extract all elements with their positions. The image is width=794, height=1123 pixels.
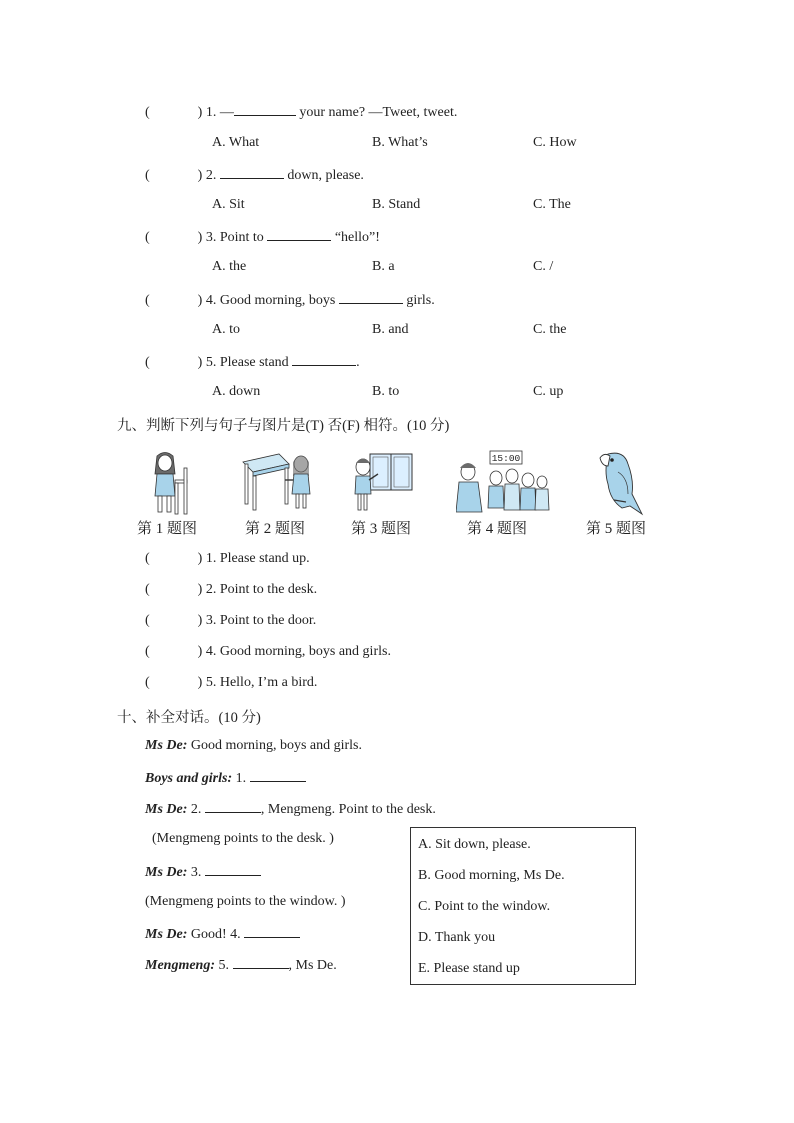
judge-item-3 <box>145 613 316 629</box>
answer-paren[interactable]: ( ) <box>145 551 203 566</box>
item-text: Please stand up. <box>219 551 310 566</box>
option-b[interactable]: B. and <box>372 322 409 337</box>
choice-e[interactable]: E. Please stand up <box>418 961 520 976</box>
question-post: . <box>356 355 360 370</box>
fill-blank[interactable] <box>205 800 261 813</box>
speaker: Ms De: <box>145 865 188 880</box>
answer-paren[interactable]: ( ) <box>145 613 203 628</box>
parrot-illustration <box>592 450 646 516</box>
judge-item-4 <box>145 644 391 660</box>
fill-blank[interactable] <box>234 103 296 116</box>
question-4 <box>145 291 435 309</box>
answer-paren[interactable]: ( ) <box>145 230 203 245</box>
section-10-heading: 十、补全对话。(10 分) <box>117 710 261 726</box>
speaker: Boys and girls: <box>145 771 233 786</box>
dialog-text: 1. <box>232 771 247 786</box>
desk-girl-illustration <box>241 450 313 512</box>
option-b[interactable]: B. a <box>372 259 395 274</box>
item-text: Point to the desk. <box>219 582 318 597</box>
girl-chair-illustration <box>147 450 193 516</box>
item-number: 3. <box>205 613 217 628</box>
fill-blank[interactable] <box>339 291 403 304</box>
fill-blank[interactable] <box>292 353 356 366</box>
answer-paren[interactable]: ( ) <box>145 675 203 690</box>
dialog-text: 2. <box>187 802 202 817</box>
caption-pic-1: 第 1 题图 <box>137 521 198 537</box>
judge-item-2 <box>145 582 317 598</box>
dialog-text: Good morning, boys and girls. <box>187 738 362 753</box>
question-post: “hello”! <box>331 230 380 245</box>
option-a[interactable]: A. Sit <box>212 197 245 212</box>
option-a[interactable]: A. down <box>212 384 261 399</box>
question-number: 4. <box>205 293 217 308</box>
speaker: Mengmeng: <box>145 958 215 973</box>
fill-blank[interactable] <box>244 925 300 938</box>
answer-paren[interactable]: ( ) <box>145 644 203 659</box>
fill-blank[interactable] <box>220 166 284 179</box>
question-pre: — <box>219 105 234 120</box>
fill-blank[interactable] <box>205 863 261 876</box>
option-c[interactable]: C. the <box>533 322 567 337</box>
speaker: Ms De: <box>145 927 188 942</box>
window-boy-illustration <box>352 450 414 514</box>
item-text: Point to the door. <box>219 613 317 628</box>
question-number: 1. <box>205 105 217 120</box>
option-c[interactable]: C. How <box>533 135 577 150</box>
question-number: 5. <box>205 355 217 370</box>
option-c[interactable]: C. / <box>533 259 554 274</box>
choice-b[interactable]: B. Good morning, Ms De. <box>418 868 565 883</box>
stage-direction: (Mengmeng points to the window. ) <box>145 894 346 909</box>
choice-d[interactable]: D. Thank you <box>418 930 496 945</box>
choice-a[interactable]: A. Sit down, please. <box>418 837 531 852</box>
answer-paren[interactable]: ( ) <box>145 582 203 597</box>
teacher-students-illustration <box>456 450 550 514</box>
dialog-line-8 <box>145 956 337 974</box>
question-post: down, please. <box>283 168 364 183</box>
question-number: 2. <box>205 168 217 183</box>
question-number: 3. <box>205 230 217 245</box>
dialog-line-7 <box>145 925 300 943</box>
option-c[interactable]: C. The <box>533 197 571 212</box>
judge-item-1 <box>145 551 310 567</box>
answer-paren[interactable]: ( ) <box>145 355 203 370</box>
question-5 <box>145 353 360 371</box>
item-number: 2. <box>205 582 217 597</box>
answer-paren[interactable]: ( ) <box>145 105 203 120</box>
fill-blank[interactable] <box>267 228 331 241</box>
question-2 <box>145 166 364 184</box>
item-text: Good morning, boys and girls. <box>219 644 391 659</box>
speaker: Ms De: <box>145 738 188 753</box>
question-1 <box>145 103 457 121</box>
option-a[interactable]: A. What <box>212 135 260 150</box>
caption-pic-3: 第 3 题图 <box>351 521 412 537</box>
dialog-text: , Ms De. <box>288 958 337 973</box>
dialog-text: 5. <box>215 958 229 973</box>
question-post: girls. <box>402 293 435 308</box>
question-post: your name? —Tweet, tweet. <box>295 105 458 120</box>
dialog-text: 3. <box>187 865 202 880</box>
section-9-heading: 九、判断下列与句子与图片是(T) 否(F) 相符。(10 分) <box>117 418 450 434</box>
item-number: 4. <box>205 644 217 659</box>
option-b[interactable]: B. to <box>372 384 400 399</box>
question-pre: Point to <box>219 230 268 245</box>
judge-item-5 <box>145 675 317 691</box>
caption-pic-4: 第 4 题图 <box>467 521 528 537</box>
speaker: Ms De: <box>145 802 188 817</box>
item-text: Hello, I’m a bird. <box>219 675 318 690</box>
dialog-line-3 <box>145 800 436 818</box>
option-a[interactable]: A. the <box>212 259 247 274</box>
option-b[interactable]: B. What’s <box>372 135 428 150</box>
question-pre: Good morning, boys <box>219 293 339 308</box>
question-3 <box>145 228 380 246</box>
item-number: 5. <box>205 675 217 690</box>
choice-c[interactable]: C. Point to the window. <box>418 899 551 914</box>
dialog-text: Good! 4. <box>187 927 241 942</box>
option-b[interactable]: B. Stand <box>372 197 421 212</box>
option-c[interactable]: C. up <box>533 384 564 399</box>
clock-time: 15:00 <box>491 453 521 464</box>
dialog-text: , Mengmeng. Point to the desk. <box>260 802 436 817</box>
answer-paren[interactable]: ( ) <box>145 168 203 183</box>
fill-blank[interactable] <box>233 956 289 969</box>
answer-paren[interactable]: ( ) <box>145 293 203 308</box>
item-number: 1. <box>205 551 217 566</box>
caption-pic-5: 第 5 题图 <box>586 521 647 537</box>
stage-direction: (Mengmeng points to the desk. ) <box>152 831 334 846</box>
choices-box <box>410 827 636 985</box>
option-a[interactable]: A. to <box>212 322 240 337</box>
dialog-line-2 <box>145 769 306 787</box>
caption-pic-2: 第 2 题图 <box>245 521 306 537</box>
question-pre: Please stand <box>219 355 293 370</box>
fill-blank[interactable] <box>250 769 306 782</box>
dialog-line-1 <box>145 738 362 754</box>
dialog-line-5 <box>145 863 261 881</box>
